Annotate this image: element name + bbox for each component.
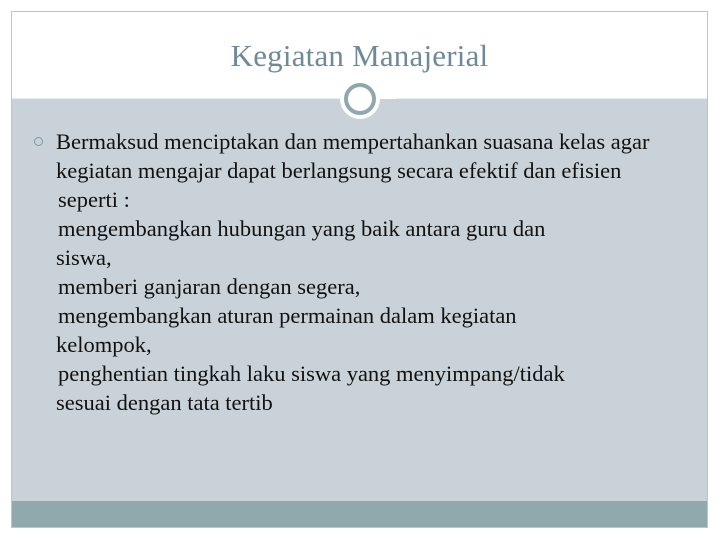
list-line-hubungan <box>34 214 694 243</box>
footer-bar <box>12 501 707 528</box>
list-line-penghentian <box>34 359 694 388</box>
slide <box>11 11 708 528</box>
line-text: penghentian tingkah laku siswa yang menyimpang/tidak <box>58 361 565 386</box>
list-line-ganjaran <box>34 272 694 301</box>
circle-ornament-icon <box>340 79 380 119</box>
bullet-text: Bermaksud menciptakan dan mempertahankan suasana kelas agar kegiatan mengajar dapat berlangsung secara efektif dan efisien <box>56 129 650 183</box>
list-line-aturan <box>34 301 694 330</box>
slide-title: Kegiatan Manajerial <box>230 38 489 73</box>
list-line-aturan-cont <box>34 330 694 359</box>
line-text: mengembangkan aturan permainan dalam kegiatan <box>58 303 517 328</box>
line-continuation: kelompok, <box>56 332 152 357</box>
line-text: mengembangkan hubungan yang baik antara guru dan <box>58 216 546 241</box>
body-text <box>34 127 694 417</box>
list-line-penghentian-cont <box>34 388 694 417</box>
line-text: memberi ganjaran dengan segera, <box>58 274 361 299</box>
bullet-circle-icon <box>34 137 43 146</box>
line-continuation: siswa, <box>56 245 112 270</box>
list-line-seperti <box>34 185 694 214</box>
title-divider-left <box>12 98 342 99</box>
list-line-hubungan-cont <box>34 243 694 272</box>
bullet-paragraph <box>34 127 694 185</box>
line-text: seperti : <box>58 187 130 212</box>
line-continuation: sesuai dengan tata tertib <box>56 390 273 415</box>
title-divider-right <box>396 98 708 99</box>
circle-ring <box>344 83 376 115</box>
